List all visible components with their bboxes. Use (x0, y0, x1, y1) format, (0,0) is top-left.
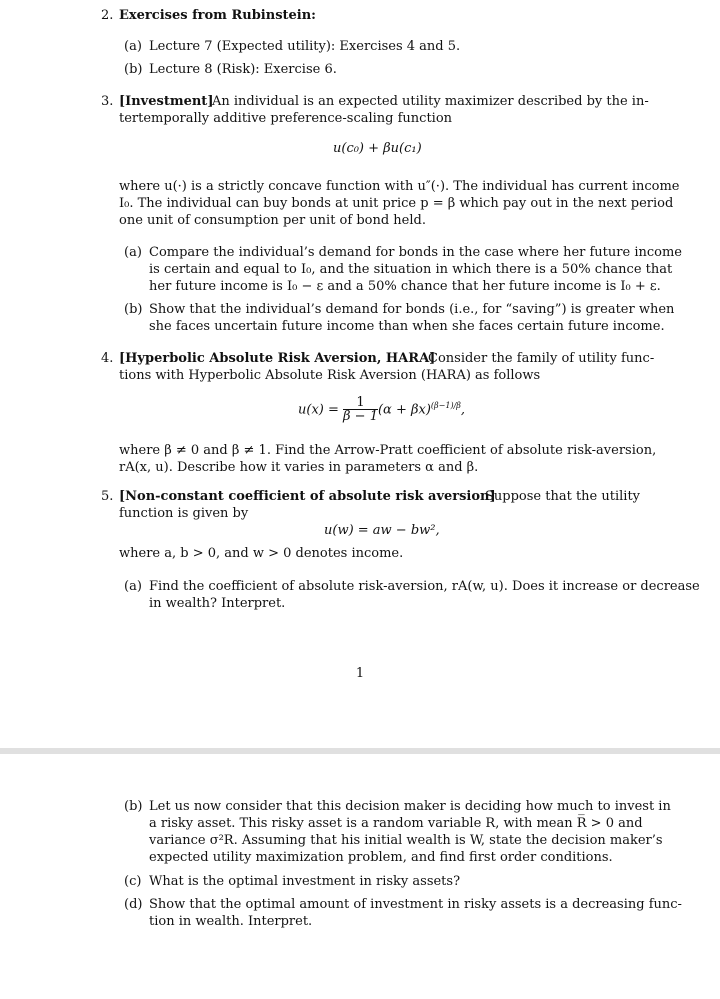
q5-item-a-line-2: in wealth? Interpret. (149, 596, 286, 611)
p2-item-b-line-3: variance σ²R. Assuming that his initial wealth is W, state the decision maker’s (149, 833, 663, 848)
q4-body-line-2: rA(x, u). Describe how it varies in parameters α and β. (119, 460, 479, 475)
p2-item-c-label: (c) (124, 874, 142, 889)
q4-eq-lhs: u(x) = (298, 402, 339, 418)
q4-eq-fraction (343, 396, 378, 424)
q4-hara-equation (298, 396, 465, 424)
p2-item-d-line-2: tion in wealth. Interpret. (149, 914, 313, 929)
p2-item-b-line-2: a risky asset. This risky asset is a random variable R, with mean R̅ > 0 and (149, 816, 643, 831)
q5-number: 5. (101, 489, 114, 504)
q5-intro-line-1: Suppose that the utility (485, 489, 641, 504)
p2-item-d-label: (d) (124, 897, 143, 912)
q3-item-a-line-3: her future income is I₀ − ε and a 50% chance that her future income is I₀ + ε. (149, 279, 661, 294)
q3-body-line-1: where u(·) is a strictly concave function with u″(·). The individual has current income (119, 179, 680, 194)
q2-item-a-text: Lecture 7 (Expected utility): Exercises 4 and 5. (149, 39, 461, 54)
p2-item-b-label: (b) (124, 799, 143, 814)
page-number: 1 (355, 666, 365, 681)
q2-item-b-text: Lecture 8 (Risk): Exercise 6. (149, 62, 337, 77)
q4-eq-end: , (460, 402, 466, 418)
q5-item-a-line-1: Find the coefficient of absolute risk-aversion, rA(w, u). Does it increase or decrease (149, 579, 700, 594)
q4-number: 4. (101, 351, 114, 366)
q3-item-b-line-1: Show that the individual’s demand for bonds (i.e., for “saving”) is greater when (149, 302, 675, 317)
q3-equation: u(c₀) + βu(c₁) (333, 141, 422, 156)
q4-title: [Hyperbolic Absolute Risk Aversion, HARA] (119, 351, 436, 366)
q3-number: 3. (101, 94, 114, 109)
q3-title: [Investment] (119, 94, 214, 109)
q5-item-a-label: (a) (124, 579, 142, 594)
q3-item-a-label: (a) (124, 245, 142, 260)
q3-item-b-label: (b) (124, 302, 143, 317)
q4-eq-body: (α + βx) (377, 402, 431, 418)
q5-intro-line-2: function is given by (119, 506, 249, 521)
q5-body-line-1: where a, b > 0, and w > 0 denotes income. (119, 546, 404, 561)
q2-title: Exercises from Rubinstein: (119, 8, 316, 23)
q3-intro-line-1: An individual is an expected utility maximizer described by the in- (212, 94, 649, 109)
p2-item-d-line-1: Show that the optimal amount of investment in risky assets is a decreasing func- (149, 897, 682, 912)
q5-equation: u(w) = aw − bw², (324, 523, 440, 538)
q3-body-line-2: I₀. The individual can buy bonds at unit price p = β which pay out in the next period (119, 196, 674, 211)
q4-eq-frac-den: β − 1 (343, 409, 378, 424)
q3-item-a-line-2: is certain and equal to I₀, and the situation in which there is a 50% chance that (149, 262, 673, 277)
p2-item-b-line-1: Let us now consider that this decision maker is deciding how much to invest in (149, 799, 671, 814)
page-2 (0, 754, 720, 999)
q3-item-b-line-2: she faces uncertain future income than when she faces certain future income. (149, 319, 665, 334)
q2-item-a-label: (a) (124, 39, 142, 54)
q4-intro-line-2: tions with Hyperbolic Absolute Risk Aversion (HARA) as follows (119, 368, 541, 383)
q3-item-a-line-1: Compare the individual’s demand for bonds in the case where her future income (149, 245, 682, 260)
q3-intro-line-2: tertemporally additive preference-scaling function (119, 111, 453, 126)
q2-number: 2. (101, 8, 114, 23)
p2-item-b-line-4: expected utility maximization problem, and find first order conditions. (149, 850, 613, 865)
p2-item-c-line-1: What is the optimal investment in risky assets? (149, 874, 461, 889)
q5-title: [Non-constant coefficient of absolute risk aversion] (119, 489, 496, 504)
q4-intro-line-1: Consider the family of utility func- (428, 351, 655, 366)
q3-body-line-3: one unit of consumption per unit of bond held. (119, 213, 426, 228)
q4-body-line-1: where β ≠ 0 and β ≠ 1. Find the Arrow-Pratt coefficient of absolute risk-aversion, (119, 443, 657, 458)
q2-item-b-label: (b) (124, 62, 143, 77)
q4-eq-frac-num: 1 (343, 396, 378, 410)
q4-eq-exponent: (β−1)/β (430, 401, 461, 411)
